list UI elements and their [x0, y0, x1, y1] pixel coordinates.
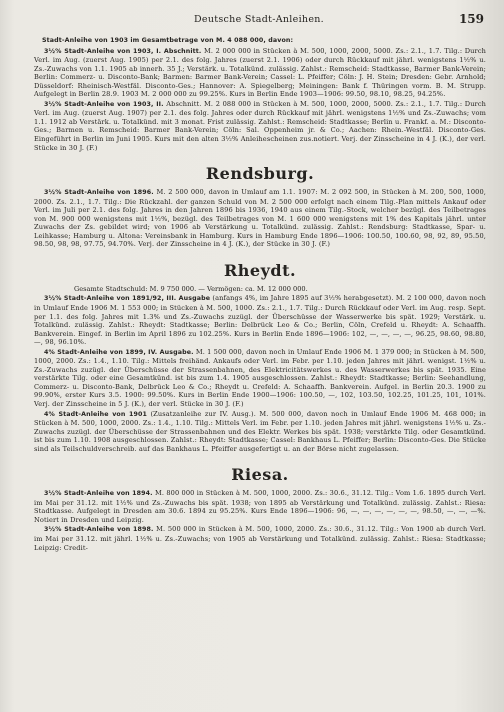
entry-paragraph: [34, 47, 486, 99]
entry-lead: 4% Stadt-Anleihe von 1901: [44, 410, 148, 418]
page-content: [34, 36, 486, 553]
page-number: 159: [458, 12, 484, 26]
entry-paragraph: [34, 294, 486, 346]
section-riesa: [34, 465, 486, 552]
entry-lead: 3½% Stadt-Anleihe von 1891/92, III. Ausgabe: [44, 295, 211, 303]
entry-body: M. 800 000 in Stücken à M. 500, 1000, 2000. Zs.: 30.6., 31.12. Tilg.: Vom 1.6. 1895 durch Verl. im Mai per 31.12. mit 1½% und Zs.-Zuwachs bis spät. 1938; von 1895 ab Verstärkung und Totalkünd. zulässig. Zahlst.: Riesa: Stadtkasse. Aufgelegt in Dresden am 30.6. 1894 zu 95.25%. Kurs Ende 1896—1906: 96, —, —, —, —, —, —, 98.50, —, —, —%. Notiert in Dresden und Leipzig.: [34, 489, 487, 524]
entry-lead: 3½% Stadt-Anleihe von 1903, II.: [44, 100, 164, 108]
entry-body: (Zusatzanleihe zur IV. Ausg.). M. 500 000, davon noch in Umlauf Ende 1906 M. 468 000; in Stücken à M. 500, 1000, 2000. Zs.: 1.4., 1.10. Tilg.: Mittels Verl. im Febr. per 1.10. jeden Jahres mit jährl. wenigstens 1½% u. Zs.-Zuwachs zuzügl. der Überschüsse der Strassenbahnen und des Elektr. Werkes bis spät. 1938; verstärkte Tilg. oder Gesamtkünd. ist bis zum 1.10. 1908 ausgeschlossen. Zahlst.: Rheydt: Stadtkasse; Cassel: Bankhaus L. Pfeiffer; Berlin: Disconto-Ges. Die Stücke sind als Teilschuldverschreib. auf das Bankhaus L. Pfeiffer ausgefertigt u. an der Börse nicht zugelassen.: [34, 409, 486, 453]
section-rheydt: [34, 261, 486, 453]
running-title: Deutsche Stadt-Anleihen.: [194, 14, 324, 25]
entry-lead: 4% Stadt-Anleihe von 1899, IV. Ausgabe.: [44, 348, 194, 356]
city-heading: Riesa.: [231, 465, 289, 485]
page-header: [34, 14, 484, 30]
entry-lead: 3½% Stadt-Anleihe von 1903, I. Abschnitt.: [44, 47, 202, 55]
entry-text: [34, 36, 486, 46]
debt-summary: Gesamte Stadtschuld: M. 9 750 000. — Vermögen: ca. M. 12 000 000.: [74, 284, 308, 293]
entry-body: Abschnitt. M. 2 088 000 in Stücken à M. 500, 1000, 2000, 5000. Zs.: 2.1., 1.7. Tilg.: Durch Verl. im Aug. (zuerst Aug. 1907) per 2.1. des folg. Jahres oder durch Rückkauf mit jährl. wenigstens 1½% und Zs.-Zuwachs; vom 1.1. 1912 ab Verstärk. u. Totalkünd. mit 3 monat. Frist zulässig. Zahlst.: Remscheid: Stadtkasse; Berlin u. Frankf. a. M.: Disconto-Ges.; Barmen u. Remscheid: Barmer Bank-Verein; Cöln: Sal. Oppenheim jr. & Co.; Aachen: Rhein.-Westfäl. Disconto-Ges. Eingeführt in Berlin im Juni 1905. Kurs mit den alten 3½% Anleihescheinen zus.notiert. Verj. der Zinsscheine in 4 J. (K.), der verl. Stücke in 30 J. (F.): [34, 99, 487, 152]
section-rendsburg: [34, 164, 486, 249]
entry-paragraph: [34, 525, 486, 552]
entry-paragraph: [34, 188, 486, 249]
entry-body: M. 500 000 in Stücken à M. 500, 1000, 2000. Zs.: 30.6., 31.12. Tilg.: Von 1900 ab durch Verl. im Mai per 31.12. mit jährl. 1½% u. Zs.-Zuwachs; von 1905 ab Verstärkung und Totalkünd. zulässig. Zahlst.: Riesa: Stadtkasse; Leipzig: Credit-: [34, 525, 487, 552]
entry-paragraph: [34, 410, 486, 454]
entry-paragraph: [34, 489, 486, 524]
entry-body: M. 2 500 000, davon in Umlauf am 1.1. 1907: M. 2 092 500, in Stücken à M. 200, 500, 1000, 2000. Zs. 2.1., 1.7. Tilg.: Die Rückzahl. der ganzen Schuld von M. 2 500 000 erfolgt nach einem Tilg.-Plan mittels Ankauf oder Verl. im Juli per 2.1. des folg. Jahres in den Jahren 1896 bis 1936, 1940 aus einem Tilg.-Stock, welcher bezügl. des Teilbetrages von M. 900 000 wenigstens mit 1½%, bezügl. des Teilbetrages von M. 1 600 000 wenigstens mit 1% des Kapitals jährl. unter Zuwachs der Zs. gebildet wird; von 1906 ab Verstärkung u. Totalkünd. zulässig. Zahlst.: Rendsburg: Stadtkasse, Spar- u. Leihkasse; Hamburg u. Altona: Vereinsbank in Hamburg. Kurs in Hamburg Ende 1896—1906: 100.50, 100.60, 98, 92, 89, 95.50, 98.50, 98, 98, 97.75, 94.70%. Verj. der Zinsscheine in 4 J. (K.), der Stücke in 30 J. (F.): [34, 188, 487, 249]
entry-body: M. 2 000 000 in Stücken à M. 500, 1000, 2000, 5000. Zs.: 2.1., 1.7. Tilg.: Durch Verl. im Aug. (zuerst Aug. 1905) per 2.1. des folg. Jahres (zuerst 2.1. 1906) oder durch Rückkauf mit jährl. wenigstens 1½% u. Zs.-Zuwachs von 1.1. 1905 ab innerh. 35 J.; Verstärk. u. Totalkünd. zulässig. Zahlst.: Remscheid: Stadtkasse, Barmer Bank-Verein; Berlin: Commerz- u. Disconto-Bank; Barmen: Barmer Bank-Verein; Cassel: L. Pfeiffer; Cöln: J. H. Stein; Dresden: Gebr. Arnhold; Düsseldorf: Rheinisch-Westfäl. Disconto-Ges.; Hannover: A. Spiegelberg; Meiningen: Bank f. Thüringen vorm. B. M. Strupp. Aufgelegt in Berlin 28.9. 1903 M. 2 000 000 zu 99.25%. Kurs in Berlin Ende 1903—1906: 99.50, 98.10, 98.25, 94.25%.: [34, 46, 486, 99]
city-heading: Rheydt.: [223, 260, 297, 280]
entry-lead: 3½% Stadt-Anleihe von 1894.: [44, 490, 153, 498]
section-continuation: [34, 36, 486, 152]
entry-paragraph: [34, 100, 486, 152]
entry-body: M. 1 500 000, davon noch in Umlauf Ende 1906 M. 1 379 000; in Stücken à M. 500, 1000, 2000. Zs.: 1.4., 1.10. Tilg.: Mittels freihänd. Ankaufs oder Verl. im Febr. per 1.10. jeden Jahres mit jährl. wenigst. 1½% u. Zs.-Zuwachs zuzügl. der Überschüsse der Strassenbahnen, des Elektricitätswerkes u. des Wasserwerkes bis spät. 1935. Eine verstärkte Tilg. oder eine Gesamtkünd. ist bis zum 1.4. 1905 ausgeschlossen. Zahlst.: Rheydt: Stadtkasse; Berlin: Seehandlung, Commerz- u. Disconto-Bank, Delbrück Leo & Co.; Rheydt u. Crefeld: A. Schaaffh. Bankverein. Aufgel. in Berlin 20.3. 1900 zu 99.90%, erster Kurs 3.5. 1900: 99.50%. Kurs in Berlin Ende 1900—1906: 100.50, —, 102, 103.50, 102.25, 101.25, 101, 101%. Verj. der Zinsscheine in 5 J. (K.), der verl. Stücke in 30 J. (F.): [34, 347, 486, 408]
entry-intro: Stadt-Anleihe von 1903 im Gesamtbetrage von M. 4 088 000, davon:: [42, 37, 294, 44]
entry-body: (anfangs 4%, im Jahre 1895 auf 3½% herabgesetzt). M. 2 100 000, davon noch in Umlauf Ende 1906 M. 1 553 000; in Stücken à M. 500, 1000. Zs.: 2.1., 1.7. Tilg.: Durch Rückkauf oder Verl. im Aug. resp. Sept. per 1.1. des folg. Jahres mit 1.3% und Zs.-Zuwachs zuzügl. der Überschüsse der Wasserwerke bis spät. 1929; Verstärk. u. Totalkünd. zulässig. Zahlst.: Rheydt: Stadtkasse; Berlin: Delbrück Leo & Co.; Berlin, Cöln, Crefeld u. Rheydt: A. Schaaffh. Bankverein. Eingef. in Berlin im April 1896 zu 102.25%. Kurs in Berlin Ende 1896—1906: 102, —, —, —, —, 96.25, 98.60, 98.80, —, 98, 96.10%.: [34, 294, 487, 347]
entry-lead: 3½% Stadt-Anleihe von 1898.: [44, 526, 154, 534]
city-heading: Rendsburg.: [205, 164, 315, 184]
entry-lead: 3½% Stadt-Anleihe von 1896.: [44, 189, 154, 197]
entry-paragraph: [34, 348, 486, 409]
